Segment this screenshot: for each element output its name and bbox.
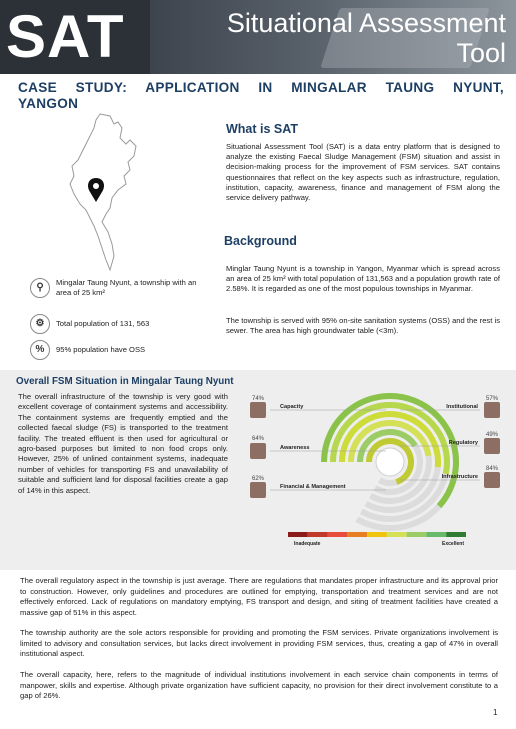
value-label-3: 57% bbox=[486, 396, 499, 402]
category-label-5: Infrastructure bbox=[441, 474, 478, 480]
title-line-2: Tool bbox=[456, 38, 506, 68]
category-icon-0 bbox=[250, 402, 266, 418]
scale-high-label: Excellent bbox=[442, 541, 464, 547]
fact-area bbox=[30, 278, 210, 298]
category-label-3: Institutional bbox=[446, 404, 478, 410]
scale-segment-3 bbox=[347, 532, 367, 537]
what-is-sat-body: Situational Assessment Tool (SAT) is a data entry platform that is designed to analyze the existing Faecal Sludge Management (FSM) situation and assist in decision-making process for the improvement of FSM services. SAT contains questionnaires that reflect on the key aspects such as infrastructure, regulation, institution, capacity, awareness, finance and management of FSM along the service delivery pathway. bbox=[226, 142, 500, 203]
scale-segment-8 bbox=[446, 532, 466, 537]
chart-hub bbox=[376, 448, 404, 476]
category-icon-2 bbox=[250, 482, 266, 498]
location-pin-icon: ⚲ bbox=[30, 278, 50, 298]
percent-icon: % bbox=[30, 340, 50, 360]
myanmar-outline bbox=[70, 114, 136, 270]
scale-segment-1 bbox=[308, 532, 328, 537]
page-number: 1 bbox=[493, 708, 498, 717]
overall-body: The overall infrastructure of the township is very good with excellent coverage of containment systems and accessibility. The containment systems are frequently emptied and the collected faecal sludge (FS) is transported to the treatment facility. The treated effluent is then used for agricultural or agro-based purposes but limited to non food crops only. However, 25% of unlined containment systems, inadequate number of vehicles for transporting FS and unavailability of suitable and sufficient land for disposal facilities create a gap of 14% in this aspect. bbox=[18, 392, 228, 495]
category-label-0: Capacity bbox=[280, 404, 304, 410]
fact-population bbox=[30, 314, 210, 334]
value-label-5: 84% bbox=[486, 466, 499, 472]
category-label-2: Financial & Management bbox=[280, 484, 346, 490]
scale-low-label: Inadequate bbox=[294, 541, 321, 547]
category-label-4: Regulatory bbox=[448, 440, 478, 446]
myanmar-map bbox=[52, 110, 152, 275]
overall-heading: Overall FSM Situation in Mingalar Taung Nyunt bbox=[16, 376, 234, 387]
fsm-radial-chart bbox=[240, 384, 510, 564]
scale-segment-5 bbox=[387, 532, 407, 537]
value-label-2: 62% bbox=[252, 476, 265, 482]
background-para-1: Minglar Taung Nyunt is a township in Yangon, Myanmar which is spread across an area of 25 km² with total population of 131,563 and a population growth rate of 2.58%. It is regarded as one of the most populous townships in Myanmar. bbox=[226, 264, 500, 294]
capacity-paragraph: The overall capacity, here, refers to the magnitude of individual institutions involvement in each service chain components in terms of manpower, skills and expertise. Although private organization have sufficient capacity, no provision for their direct involvement constitute to a gap of 26%. bbox=[20, 670, 498, 701]
category-icon-1 bbox=[250, 443, 266, 459]
sat-logo-text: SAT bbox=[6, 3, 125, 70]
case-study-title-line-1: CASE STUDY: APPLICATION IN MINGALAR TAUNG NYUNT, bbox=[18, 80, 504, 95]
scale-segment-4 bbox=[367, 532, 387, 537]
scale-segment-2 bbox=[328, 532, 348, 537]
category-icon-4 bbox=[484, 438, 500, 454]
value-label-4: 49% bbox=[486, 432, 499, 438]
scale-segment-6 bbox=[407, 532, 427, 537]
category-label-1: Awareness bbox=[280, 445, 310, 451]
value-label-1: 64% bbox=[252, 436, 265, 442]
title-line-1: Situational Assessment bbox=[226, 8, 506, 38]
regulatory-paragraph: The overall regulatory aspect in the township is just average. There are regulations that mandates proper infrastructure and its approval prior to construction. However, only guidelines and procedures are outlined for emptying, transportation and treatment services and are not effectively enforced. Lack of regulations on mandatory emptying, FS transport and design, and siting of treatment facilities have created a massive gap of 51% in this aspect. bbox=[20, 576, 498, 617]
wrench-icon: ⚙ bbox=[30, 314, 50, 334]
scale-segment-0 bbox=[288, 532, 308, 537]
fact-population-text: Total population of 131, 563 bbox=[56, 319, 150, 328]
value-label-0: 74% bbox=[252, 396, 265, 402]
what-is-sat-heading: What is SAT bbox=[226, 122, 298, 136]
case-study-title-line-2: YANGON bbox=[18, 96, 79, 111]
fact-oss-text: 95% population have OSS bbox=[56, 345, 146, 354]
fact-oss bbox=[30, 340, 210, 360]
background-heading: Background bbox=[224, 234, 297, 248]
category-icon-3 bbox=[484, 402, 500, 418]
category-icon-5 bbox=[484, 472, 500, 488]
background-para-2: The township is served with 95% on-site sanitation systems (OSS) and the rest is sewer. The area has high groundwater table (<3m). bbox=[226, 316, 500, 336]
header-banner bbox=[0, 0, 516, 74]
institutional-paragraph: The township authority are the sole actors responsible for providing and promoting the FSM services. Private organizations involvement is limited to advisory and consultation services, but lacks direct involvement in providing FSM services, thus, creating a gap of 47% in overall institutional aspect. bbox=[20, 628, 498, 659]
scale-segment-7 bbox=[426, 532, 446, 537]
fact-area-text: Mingalar Taung Nyunt, a township with an area of 25 km² bbox=[56, 278, 197, 297]
